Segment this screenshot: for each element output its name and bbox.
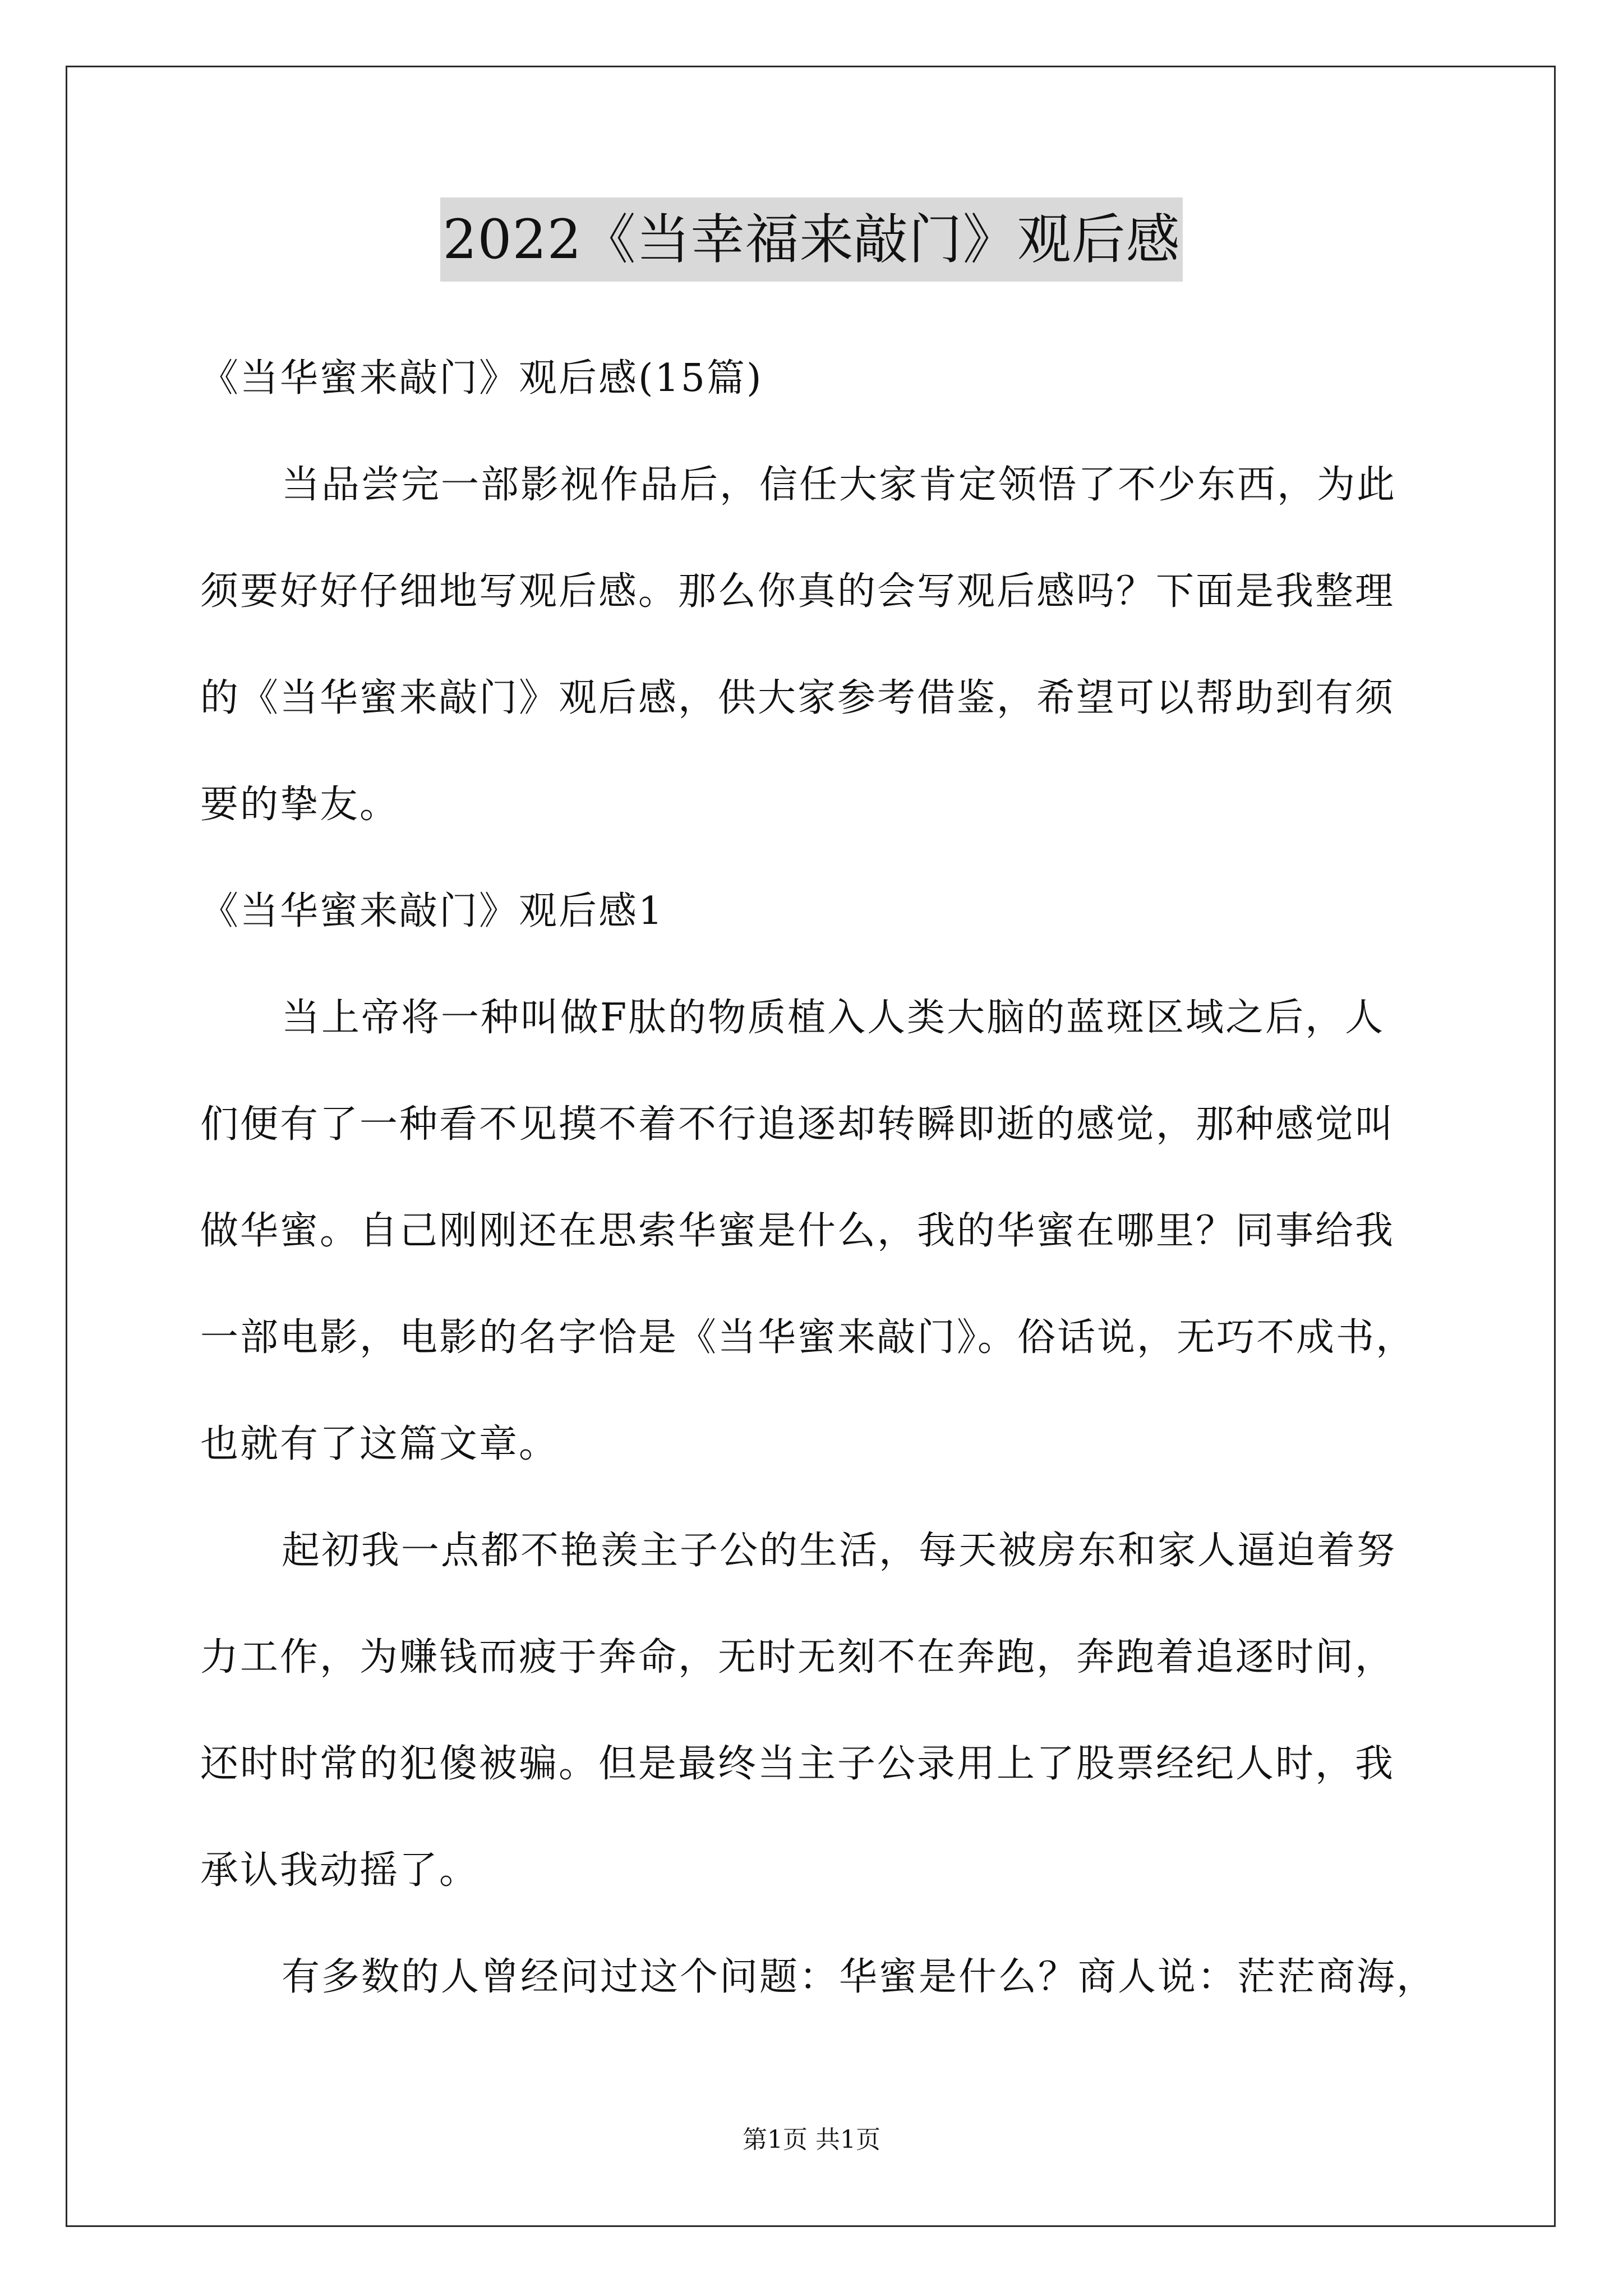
title-wrapper bbox=[0, 197, 1623, 282]
paragraph-line: 须要好好仔细地写观后感。那么你真的会写观后感吗？下面是我整理 bbox=[200, 569, 1395, 614]
paragraph-line: 起初我一点都不艳羡主子公的生活，每天被房东和家人逼迫着努 bbox=[282, 1529, 1397, 1573]
paragraph-line: 们便有了一种看不见摸不着不行追逐却转瞬即逝的感觉，那种感觉叫 bbox=[200, 1102, 1395, 1147]
paragraph-line: 承认我动摇了。 bbox=[200, 1848, 479, 1893]
paragraph-line: 有多数的人曾经问过这个问题：华蜜是什么？商人说：茫茫商海， bbox=[282, 1955, 1437, 1999]
paragraph-line: 还时时常的犯傻被骗。但是最终当主子公录用上了股票经纪人时，我 bbox=[200, 1742, 1395, 1786]
paragraph-line: 当上帝将一种叫做F肽的物质植入人类大脑的蓝斑区域之后，人 bbox=[282, 996, 1385, 1040]
paragraph-line: 做华蜜。自己刚刚还在思索华蜜是什么，我的华蜜在哪里？同事给我 bbox=[200, 1209, 1395, 1253]
paragraph-line: 一部电影，电影的名字恰是《当华蜜来敲门》。俗话说，无巧不成书， bbox=[200, 1315, 1416, 1360]
paragraph-line: 的《当华蜜来敲门》观后感，供大家参考借鉴，希望可以帮助到有须 bbox=[200, 676, 1395, 720]
document-title: 2022《当幸福来敲门》观后感 bbox=[440, 197, 1182, 282]
page-footer: 第1页 共1页 bbox=[743, 2125, 880, 2154]
paragraph-line: 当品尝完一部影视作品后，信任大家肯定领悟了不少东西，为此 bbox=[282, 463, 1397, 507]
section-heading: 《当华蜜来敲门》观后感1 bbox=[200, 889, 665, 933]
paragraph-line: 要的挚友。 bbox=[200, 783, 400, 827]
document-body bbox=[200, 325, 1437, 2031]
section-heading: 《当华蜜来敲门》观后感(15篇) bbox=[200, 356, 763, 401]
paragraph-line: 也就有了这篇文章。 bbox=[200, 1422, 559, 1466]
paragraph-line: 力工作，为赚钱而疲于奔命，无时无刻不在奔跑，奔跑着追逐时间， bbox=[200, 1635, 1395, 1680]
